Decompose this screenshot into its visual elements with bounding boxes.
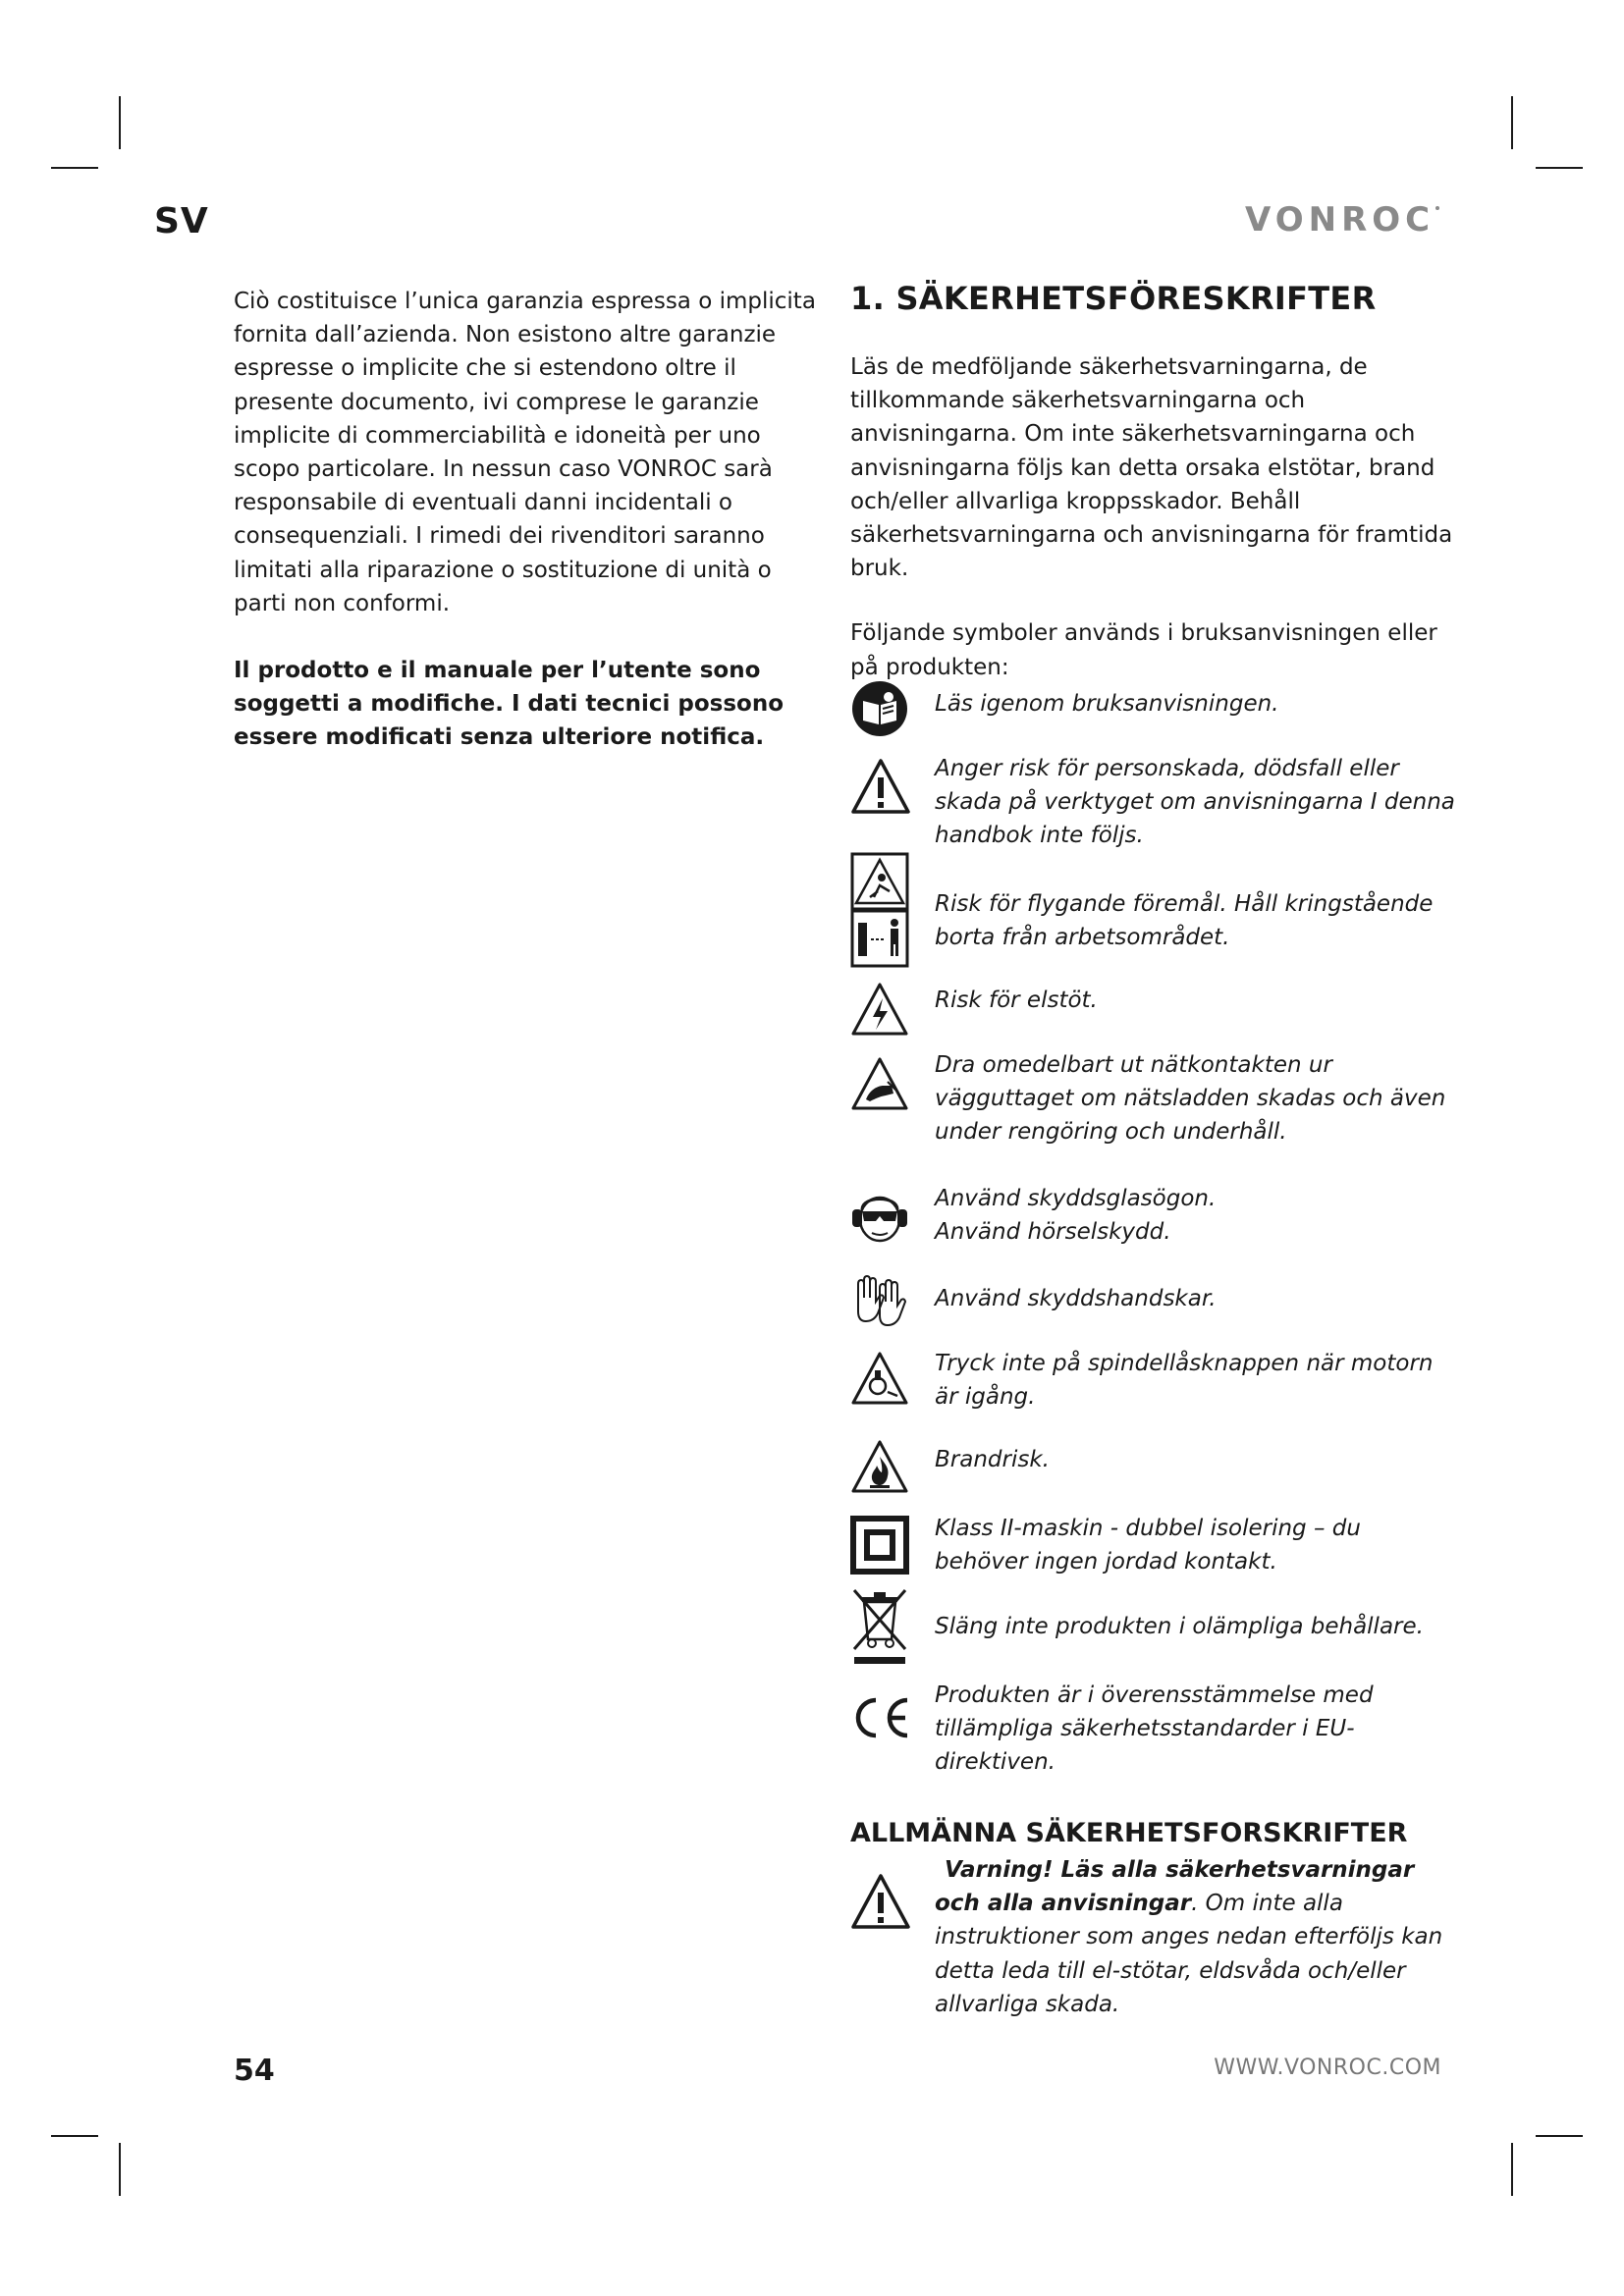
brand-logo <box>1245 202 1441 240</box>
symbol-text: Tryck inte på spindellåsknappen när motorn är igång. <box>935 1351 1434 1411</box>
section-title: 1. SÄKERHETSFÖRESKRIFTER <box>850 280 1377 317</box>
class-ii-icon <box>850 1516 909 1578</box>
symbol-text: Klass II-maskin - dubbel isolering – du behöver ingen jordad kontakt. <box>935 1516 1361 1575</box>
crop-mark <box>119 2143 121 2196</box>
crop-mark <box>119 96 121 149</box>
symbol-text: Dra omedelbart ut nätkontakten ur vägguttaget om nätsladden skadas och även under rengöring och underhåll. <box>935 1052 1446 1146</box>
warranty-paragraph: Ciò costituisce l’unica garanzia espressa o implicita fornita dall’azienda. Non esistono altre garanzie espresse o implicite che si estendono oltre il presente documento, ivi comprese le garanzie implicite di commerciabilità e idoneità per uno scopo particolare. In nessun caso VONROC sarà responsabile di eventuali danni incidentali o consequenziali. I rimedi dei rivenditori saranno limitati alla riparazione o sostituzione di unità o parti non conformi. <box>234 289 816 616</box>
symbol-text: Anger risk för personskada, dödsfall eller skada på verktyget om anvisningarna I denna handbok inte följs. <box>935 756 1455 849</box>
symbol-text <box>935 1182 1459 1249</box>
brand-logo-text: VONROC <box>1245 202 1435 236</box>
symbol-text: Släng inte produkten i olämpliga behållare. <box>935 1614 1424 1639</box>
crop-mark <box>1511 2143 1513 2196</box>
language-code: SV <box>154 201 209 241</box>
left-column <box>234 285 823 788</box>
website-url: WWW.VONROC.COM <box>1214 2056 1441 2080</box>
warning-icon <box>850 758 911 819</box>
spindle-lock-icon <box>850 1351 909 1410</box>
symbol-text: Använd skyddshandskar. <box>935 1286 1217 1311</box>
symbol-text: Produkten är i överensstämmelse med tillämpliga säkerhetsstandarder i EU-direktiven. <box>935 1682 1374 1776</box>
warning-icon <box>850 1873 911 1934</box>
goggles-ear-protection-icon <box>850 1188 909 1247</box>
general-safety-title: ALLMÄNNA SÄKERHETSFORSKRIFTER <box>850 1818 1408 1848</box>
symbol-text-line: Använd hörselskydd. <box>935 1219 1171 1246</box>
ce-mark-icon <box>850 1696 913 1743</box>
warning-rest: . Om inte alla instruktioner som anges nedan efterföljs kan detta leda till el-stötar, eldsvåda och/eller allvarliga skada. <box>935 1891 1443 2017</box>
symbol-text: Risk för flygande föremål. Håll kringstående borta från arbetsområdet. <box>935 891 1434 951</box>
modification-notice: Il prodotto e il manuale per l’utente sono soggetti a modifiche. I dati tecnici possono essere modificati senza ulteriore notifica. <box>234 658 785 751</box>
crop-mark <box>1536 2135 1583 2137</box>
warning-bold: Varning! Läs alla säkerhetsvarningar och alla anvisningar <box>935 1857 1415 1917</box>
fire-icon <box>850 1439 909 1498</box>
unplug-icon <box>850 1056 909 1115</box>
crop-mark <box>1511 96 1513 149</box>
read-manual-icon <box>850 679 909 742</box>
page-number: 54 <box>234 2054 275 2088</box>
symbol-text: Läs igenom bruksanvisningen. <box>935 691 1279 717</box>
crop-mark <box>51 2135 98 2137</box>
general-warning-text <box>935 1853 1459 2021</box>
weee-bin-icon <box>850 1588 909 1669</box>
safety-intro: Läs de medföljande säkerhetsvarningarna, de tillkommande säkerhetsvarningarna och anvisningarna. Om inte säkerhetsvarningarna och anvisningarna följs kan detta orsaka elstötar, brand och/eller allvarliga kroppsskador. Behåll säkerhetsvarningarna och anvisningarna för framtida bruk. <box>850 354 1453 582</box>
electric-shock-icon <box>850 982 909 1041</box>
right-column <box>850 280 1454 716</box>
symbols-intro: Följande symboler används i bruksanvisningen eller på produkten: <box>850 620 1437 680</box>
gloves-icon <box>850 1272 911 1333</box>
crop-mark <box>1536 167 1583 169</box>
symbol-text-line: Använd skyddsglasögon. <box>935 1186 1217 1211</box>
flying-objects-icon <box>850 852 911 972</box>
symbol-text: Risk för elstöt. <box>935 988 1098 1013</box>
crop-mark <box>51 167 98 169</box>
symbol-text: Brandrisk. <box>935 1447 1050 1472</box>
